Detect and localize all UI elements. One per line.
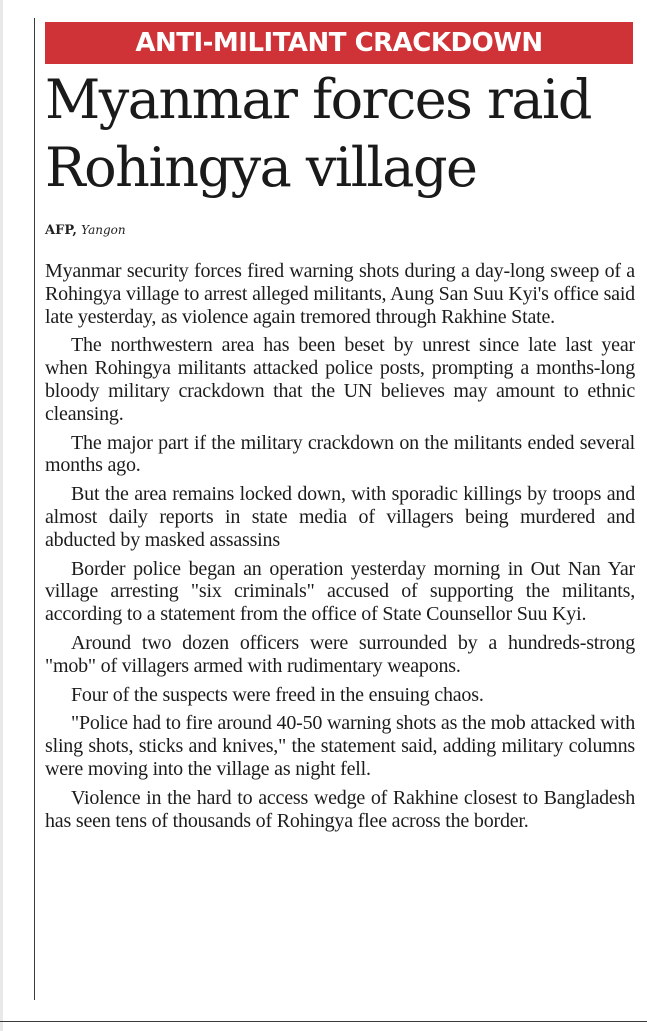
scan-edge <box>0 0 3 1031</box>
article-body <box>45 260 635 838</box>
paragraph: The major part if the military crackdown on the militants ended several months ago. <box>45 431 635 477</box>
paragraph: Around two dozen officers were surrounded by a hundreds-strong "mob" of villagers armed with rudimentary weapons. <box>45 631 635 677</box>
headline <box>45 66 645 202</box>
kicker-text: ANTI-MILITANT CRACKDOWN <box>135 28 543 58</box>
column-rule <box>34 18 35 1000</box>
paragraph: Myanmar security forces fired warning shots during a day-long sweep of a Rohingya village to arrest alleged militants, Aung San Suu Kyi's office said late yesterday, as violence again tremored through Rakhine State. <box>45 260 635 328</box>
paragraph: Four of the suspects were freed in the ensuing chaos. <box>71 683 484 706</box>
headline-line-2: Rohingya village <box>45 136 477 199</box>
paragraph: Violence in the hard to access wedge of Rakhine closest to Bangladesh has seen tens of thousands of Rohingya flee across the border. <box>45 786 635 832</box>
bottom-rule <box>0 1021 647 1022</box>
paragraph: The northwestern area has been beset by unrest since late last year when Rohingya militants attacked police posts, prompting a months-long bloody military crackdown that the UN believes may amount to ethnic cleansing. <box>45 334 635 425</box>
paragraph: But the area remains locked down, with sporadic killings by troops and almost daily reports in state media of villagers being murdered and abducted by masked assassins <box>45 483 635 551</box>
paragraph: Border police began an operation yesterday morning in Out Nan Yar village arresting "six criminals" accused of supporting the militants, according to a statement from the office of State Counsellor Suu Kyi. <box>45 557 635 626</box>
news-agency: AFP, <box>45 223 77 238</box>
dateline <box>45 220 126 241</box>
headline-line-1: Myanmar forces raid <box>45 68 591 131</box>
dateline-place: Yangon <box>81 223 126 237</box>
kicker-banner <box>45 22 633 64</box>
paragraph: "Police had to fire around 40-50 warning shots as the mob attacked with sling shots, sticks and knives," the statement said, adding military columns were moving into the village as night fell. <box>45 712 635 780</box>
